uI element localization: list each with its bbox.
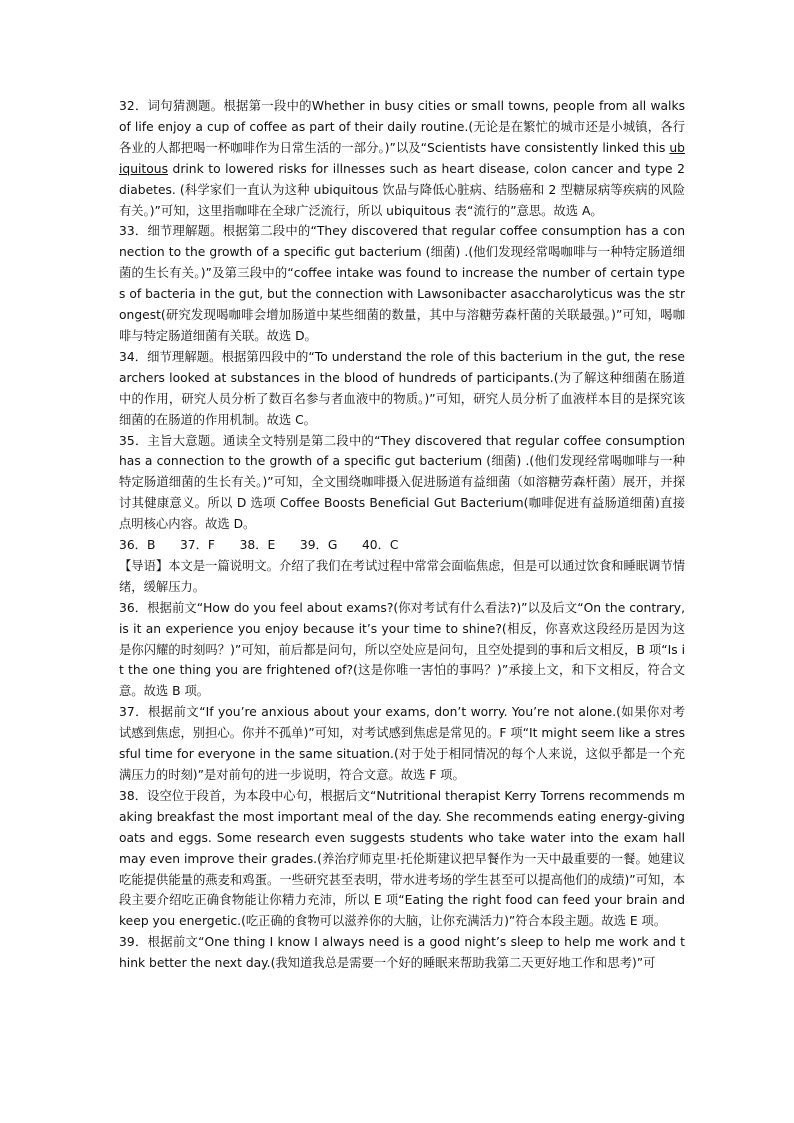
explanation-q39: 39．根据前文“One thing I know I always need is a good night’s sleep to help me work and think better the next day.(我知道我总是需要一个好的睡眠来帮助我第二天更好地工作和思考)”可 (119, 935, 685, 971)
q32-text-start: 32．词句猜测题。根据第一段中的Whether in busy cities or small towns, people from all walks of life enjoy a cup of coffee as part of their daily routine.(无论是在繁忙的城市还是小城镇，各行各业的人都把喝一杯咖啡作为日常生活的一部分。)”以及“Scientists have consistently linked this (119, 99, 685, 155)
explanation-q38: 38．设空位于段首，为本段中心句，根据后文“Nutritional therapist Kerry Torrens recommends making breakfast the most important meal of the day. She recommends eating energy-giving oats and eggs. Some research even suggests students who take water into the exam hall may even improve their grades.(养治疗师克里·托伦斯建议把早餐作为一天中最重要的一餐。她建议吃能提供能量的燕麦和鸡蛋。一些研究甚至表明，带水进考场的学生甚至可以提高他们的成绩)”可知，本段主要介绍吃正确食物能让你精力充沛，所以 E 项“Eating the right food can feed your brain and keep you energetic.(吃正确的食物可以滋养你的大脑，让你充满活力)”符合本段主题。故选 E 项。 (119, 788, 685, 929)
explanation-q33: 33．细节理解题。根据第二段中的“They discovered that regular coffee consumption has a connection to the growth of a specific gut bacterium (细菌) .(他们发现经常喝咖啡与一种特定肠道细菌的生长有关。)”及第三段中的“coffee intake was found to increase the number of certain types of bacteria in the gut, but the connection with Lawsonibacter asaccharolyticus was the strongest(研究发现喝咖啡会增加肠道中某些细菌的数量，其中与溶糖劳森杆菌的关联最强。)”可知，喝咖啡与特定肠道细菌有关联。故选 D。 (119, 224, 685, 343)
q32-text-end: drink to lowered risks for illnesses such as heart disease, colon cancer and type 2 diabetes. (科学家们一直认为这种 ubiquitous 饮品与降低心脏病、结肠癌和 2 型糖尿病等疾病的风险有关。)”可知，这里指咖啡在全球广泛流行，所以 ubiquitous 表“流行的”意思。故选 A。 (119, 161, 685, 218)
explanation-q36: 36．根据前文“How do you feel about exams?(你对考试有什么看法?)”以及后文“On the contrary, is it an experience you enjoy because it’s your time to shine?(相反，你喜欢这段经历是因为这是你闪耀的时刻吗？)”可知，前后都是问句，所以空处应是问句，且空处提到的事和后文相反，B 项“Is it the one thing you are frightened of?(这是你唯一害怕的事吗？)”承接上文，和下文相反，符合文意。故选 B 项。 (119, 600, 685, 699)
explanation-q37: 37．根据前文“If you’re anxious about your exams, don’t worry. You’re not alone.(如果你对考试感到焦虑，别担心。你并不孤单)”可知，对考试感到焦虑是常见的。F 项“It might seem like a stressful time for everyone in the same situation.(对于处于相同情况的每个人来说，这似乎都是一个充满压力的时刻)”是对前句的进一步说明，符合文意。故选 F 项。 (119, 705, 685, 782)
explanation-q35: 35．主旨大意题。通读全文特别是第二段中的“They discovered that regular coffee consumption has a connection to the growth of a specific gut bacterium (细菌) .(他们发现经常喝咖啡与一种特定肠道细菌的生长有关。)”可知，全文围绕咖啡摄入促进肠道有益细菌（如溶糖劳森杆菌）展开，并探讨其健康意义。所以 D 选项 Coffee Boosts Beneficial Gut Bacterium(咖啡促进有益肠道细菌)直接点明核心内容。故选 D。 (119, 433, 685, 532)
explanation-q32 (119, 96, 685, 221)
underlined-word-ubiquitous: ubiquitous (119, 140, 685, 176)
passage-intro: 【导语】本文是一篇说明文。介绍了我们在考试过程中常常会面临焦虑，但是可以通过饮食和睡眠调节情绪，缓解压力。 (119, 558, 685, 594)
answer-key-36-40: 36．B 37．F 38．E 39．G 40．C (119, 538, 399, 553)
explanation-q34: 34．细节理解题。根据第四段中的“To understand the role of this bacterium in the gut, the researchers looked at substances in the blood of hundreds of participants.(为了解这种细菌在肠道中的作用，研究人员分析了数百名参与者血液中的物质。)”可知，研究人员分析了血液样本目的是探究该细菌的在肠道的作用机制。故选 C。 (119, 349, 685, 427)
